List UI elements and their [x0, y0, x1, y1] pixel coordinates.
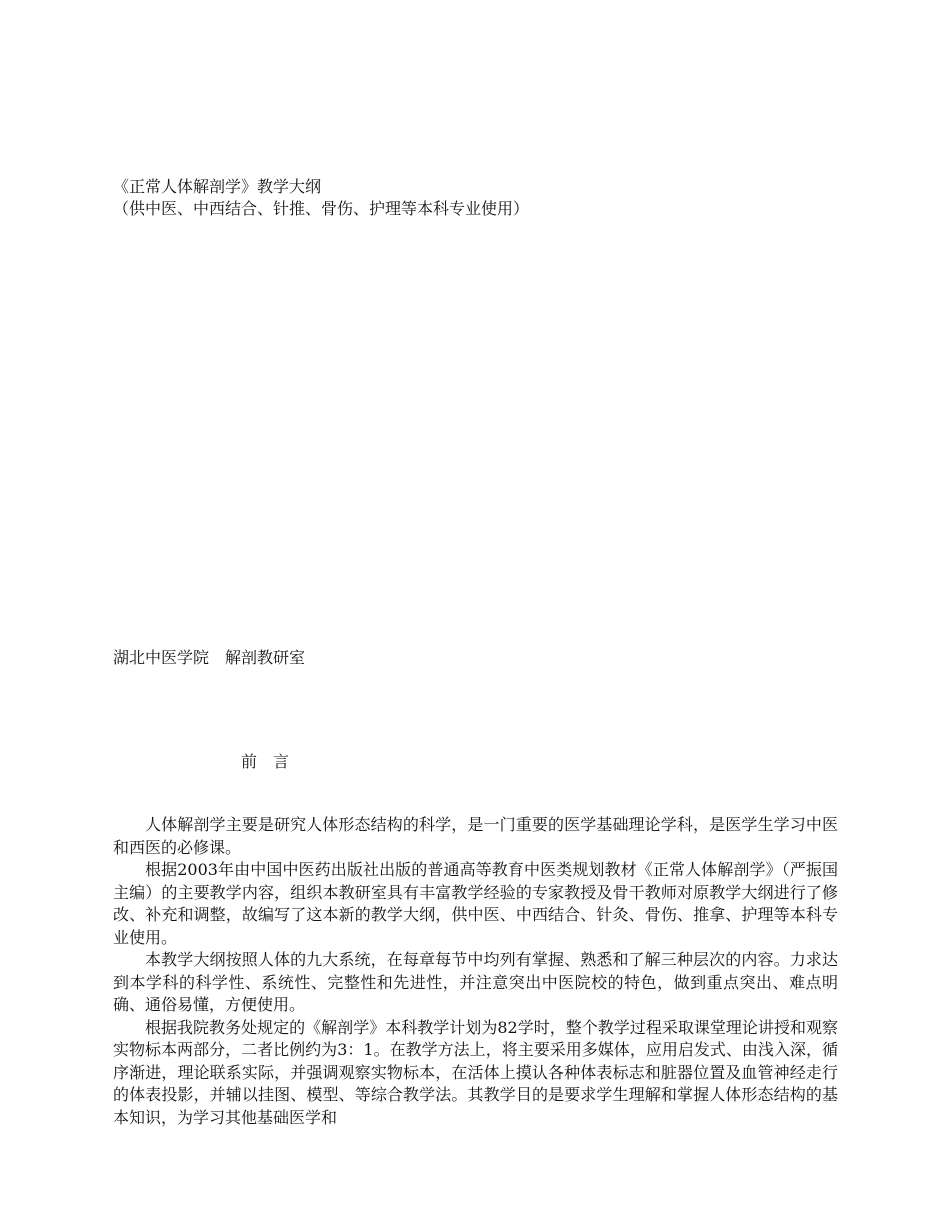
preface-body [113, 814, 838, 1129]
document-subtitle: （供中医、中西结合、针推、骨伤、护理等本科专业使用） [113, 199, 530, 218]
paragraph: 本教学大纲按照人体的九大系统，在每章每节中均列有掌握、熟悉和了解三种层次的内容。力求达到本学科的科学性、系统性、完整性和先进性，并注意突出中医院校的特色，做到重点突出、难点明确、通俗易懂，方便使用。 [113, 950, 838, 1014]
preface-heading: 前 言 [241, 752, 290, 771]
paragraph: 根据2003年由中国中医药出版社出版的普通高等教育中医类规划教材《正常人体解剖学》（严振国主编）的主要教学内容，组织本教研室具有丰富教学经验的专家教授及骨干教师对原教学大纲进行了修改、补充和调整，故编写了这本新的教学大纲，供中医、中西结合、针灸、骨伤、推拿、护理等本科专业使用。 [113, 860, 838, 947]
paragraph: 人体解剖学主要是研究人体形态结构的科学，是一门重要的医学基础理论学科，是医学生学习中医和西医的必修课。 [113, 815, 838, 857]
institution-name: 湖北中医学院 解剖教研室 [113, 648, 306, 667]
paragraph: 根据我院教务处规定的《解剖学》本科教学计划为82学时，整个教学过程采取课堂理论讲授和观察实物标本两部分，二者比例约为3：1。在教学方法上，将主要采用多媒体，应用启发式、由浅入深，循序渐进，理论联系实际，并强调观察实物标本，在活体上摸认各种体表标志和脏器位置及血管神经走行的体表投影，并辅以挂图、模型、等综合教学法。其教学目的是要求学生理解和掌握人体形态结构的基本知识，为学习其他基础医学和 [113, 1017, 838, 1127]
document-title: 《正常人体解剖学》教学大纲 [113, 177, 322, 196]
